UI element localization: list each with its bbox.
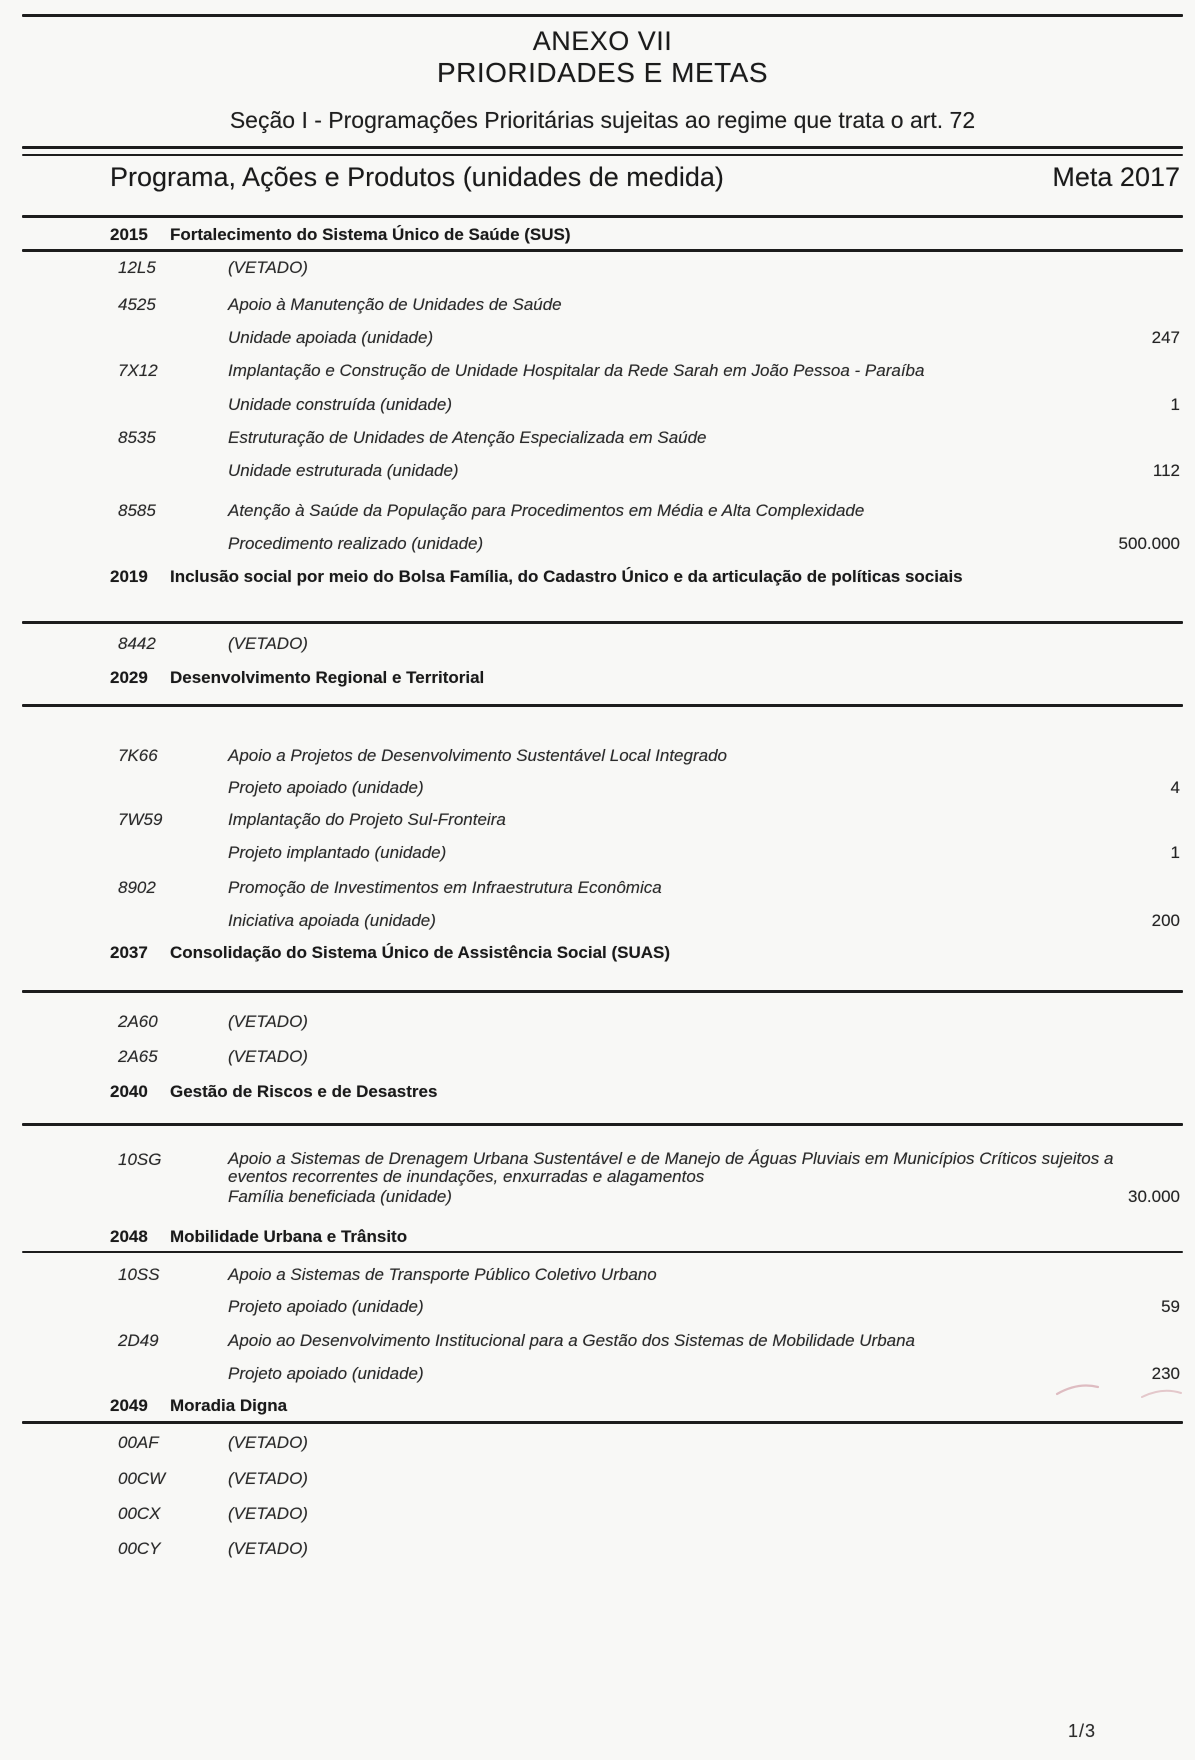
action-title: (VETADO) <box>228 1504 308 1523</box>
program-code: 2037 <box>110 943 148 962</box>
action-row <box>0 634 1195 654</box>
horizontal-rule <box>22 154 1183 156</box>
product-row <box>0 778 1195 798</box>
action-code: 7W59 <box>118 810 163 829</box>
product-desc: Unidade construída (unidade) <box>228 395 452 414</box>
action-title: Atenção à Saúde da População para Procedimentos em Média e Alta Complexidade <box>228 501 865 520</box>
program-row <box>0 567 1195 587</box>
program-title: Fortalecimento do Sistema Único de Saúde (SUS) <box>170 225 571 244</box>
meta-value: 112 <box>1152 461 1180 480</box>
horizontal-rule <box>22 249 1183 252</box>
action-title: Implantação do Projeto Sul-Fronteira <box>228 810 506 829</box>
action-row <box>0 1433 1195 1453</box>
product-desc: Projeto apoiado (unidade) <box>228 1297 424 1316</box>
column-header-program: Programa, Ações e Produtos (unidades de medida) <box>110 162 724 192</box>
action-code: 12L5 <box>118 258 156 277</box>
meta-value: 1 <box>1170 843 1180 862</box>
action-title: (VETADO) <box>228 1539 308 1558</box>
horizontal-rule <box>22 146 1183 149</box>
action-title: (VETADO) <box>228 1469 308 1488</box>
action-code: 00AF <box>118 1433 159 1452</box>
meta-value: 59 <box>1161 1297 1180 1316</box>
horizontal-rule <box>22 215 1183 218</box>
product-desc: Projeto implantado (unidade) <box>228 843 447 862</box>
action-title: (VETADO) <box>228 1047 308 1066</box>
action-title: (VETADO) <box>228 1433 308 1452</box>
product-row <box>0 1297 1195 1317</box>
horizontal-rule <box>22 1251 1183 1253</box>
action-code: 00CW <box>118 1469 166 1488</box>
product-row <box>0 911 1195 931</box>
action-row <box>0 878 1195 898</box>
product-row <box>0 1364 1195 1384</box>
action-title: Apoio a Sistemas de Drenagem Urbana Sustentável e de Manejo de Águas Pluviais em Municípios Críticos sujeitos a eventos recorrentes de inundações, enxurradas e alagamentos <box>228 1149 1114 1186</box>
action-code: 8442 <box>118 634 156 653</box>
horizontal-rule <box>22 990 1183 993</box>
action-code: 4525 <box>118 295 156 314</box>
action-row <box>0 1504 1195 1524</box>
action-title: Apoio a Sistemas de Transporte Público Coletivo Urbano <box>228 1265 657 1284</box>
action-row <box>0 258 1195 278</box>
product-row <box>0 843 1195 863</box>
action-code: 8902 <box>118 878 156 897</box>
meta-value: 4 <box>1170 778 1180 797</box>
program-row <box>0 1082 1195 1102</box>
action-row <box>0 361 1195 381</box>
program-code: 2049 <box>110 1396 148 1415</box>
meta-value: 1 <box>1170 395 1180 414</box>
program-code: 2015 <box>110 225 148 244</box>
product-desc: Unidade apoiada (unidade) <box>228 328 434 347</box>
horizontal-rule <box>22 1421 1183 1424</box>
product-row <box>0 1187 1195 1207</box>
program-code: 2029 <box>110 668 148 687</box>
horizontal-rule <box>22 1123 1183 1126</box>
pen-mark-artifact <box>1040 1374 1195 1408</box>
program-code: 2019 <box>110 567 148 586</box>
action-row <box>0 1012 1195 1032</box>
product-desc: Projeto apoiado (unidade) <box>228 1364 424 1383</box>
program-title: Mobilidade Urbana e Trânsito <box>170 1227 408 1246</box>
program-row <box>0 668 1195 688</box>
program-row <box>0 1396 1195 1416</box>
page-number: 1/3 <box>1068 1721 1097 1741</box>
action-code: 7X12 <box>118 361 158 380</box>
action-code: 2A60 <box>118 1012 158 1031</box>
action-row <box>0 1539 1195 1559</box>
action-title: Apoio a Projetos de Desenvolvimento Sustentável Local Integrado <box>228 746 727 765</box>
program-title: Desenvolvimento Regional e Territorial <box>170 668 485 687</box>
action-row <box>0 1331 1195 1351</box>
meta-value: 230 <box>1151 1364 1180 1383</box>
action-code: 8585 <box>118 501 156 520</box>
product-desc: Iniciativa apoiada (unidade) <box>228 911 436 930</box>
product-row <box>0 534 1195 554</box>
action-title: Apoio ao Desenvolvimento Institucional para a Gestão dos Sistemas de Mobilidade Urbana <box>228 1331 916 1350</box>
program-row <box>0 1227 1195 1247</box>
program-code: 2048 <box>110 1227 148 1246</box>
program-code: 2040 <box>110 1082 148 1101</box>
meta-value: 30.000 <box>1128 1187 1180 1206</box>
action-code: 7K66 <box>118 746 158 765</box>
action-code: 00CY <box>118 1539 161 1558</box>
product-desc: Procedimento realizado (unidade) <box>228 534 484 553</box>
program-row <box>0 943 1195 963</box>
program-title: Moradia Digna <box>170 1396 288 1415</box>
product-desc: Projeto apoiado (unidade) <box>228 778 424 797</box>
action-row <box>0 1047 1195 1067</box>
action-title: Implantação e Construção de Unidade Hospitalar da Rede Sarah em João Pessoa - Paraíba <box>228 361 925 380</box>
horizontal-rule <box>22 14 1183 17</box>
action-title: Estruturação de Unidades de Atenção Especializada em Saúde <box>228 428 707 447</box>
program-title: Consolidação do Sistema Único de Assistência Social (SUAS) <box>170 943 671 962</box>
action-title: (VETADO) <box>228 1012 308 1031</box>
action-code: 2A65 <box>118 1047 158 1066</box>
product-row <box>0 395 1195 415</box>
product-row <box>0 461 1195 481</box>
action-row <box>0 1469 1195 1489</box>
program-title: Inclusão social por meio do Bolsa Família, do Cadastro Único e da articulação de políticas sociais <box>170 567 963 586</box>
program-title: Gestão de Riscos e de Desastres <box>170 1082 438 1101</box>
action-code: 10SS <box>118 1265 160 1284</box>
action-code: 10SG <box>118 1150 162 1169</box>
action-code: 8535 <box>118 428 156 447</box>
action-code: 00CX <box>118 1504 161 1523</box>
product-desc: Família beneficiada (unidade) <box>228 1187 452 1206</box>
action-row <box>0 501 1195 521</box>
column-header-meta: Meta 2017 <box>1052 162 1180 192</box>
action-row <box>0 746 1195 766</box>
meta-value: 500.000 <box>1118 534 1180 553</box>
action-row <box>0 295 1195 315</box>
action-row <box>0 1265 1195 1285</box>
horizontal-rule <box>22 621 1183 624</box>
meta-value: 247 <box>1151 328 1180 347</box>
action-title: Apoio à Manutenção de Unidades de Saúde <box>228 295 562 314</box>
section-title: Seção I - Programações Prioritárias sujeitas ao regime que trata o art. 72 <box>229 107 976 133</box>
action-row <box>0 1149 1195 1186</box>
product-row <box>0 328 1195 348</box>
product-desc: Unidade estruturada (unidade) <box>228 461 459 480</box>
meta-value: 200 <box>1151 911 1180 930</box>
action-title: (VETADO) <box>228 258 308 277</box>
document-title: PRIORIDADES E METAS <box>436 57 769 88</box>
program-row <box>0 225 1195 245</box>
annex-title: ANEXO VII <box>532 26 673 56</box>
horizontal-rule <box>22 704 1183 707</box>
action-row <box>0 810 1195 830</box>
action-title: (VETADO) <box>228 634 308 653</box>
action-title: Promoção de Investimentos em Infraestrutura Econômica <box>228 878 662 897</box>
action-code: 2D49 <box>118 1331 159 1350</box>
action-row <box>0 428 1195 448</box>
